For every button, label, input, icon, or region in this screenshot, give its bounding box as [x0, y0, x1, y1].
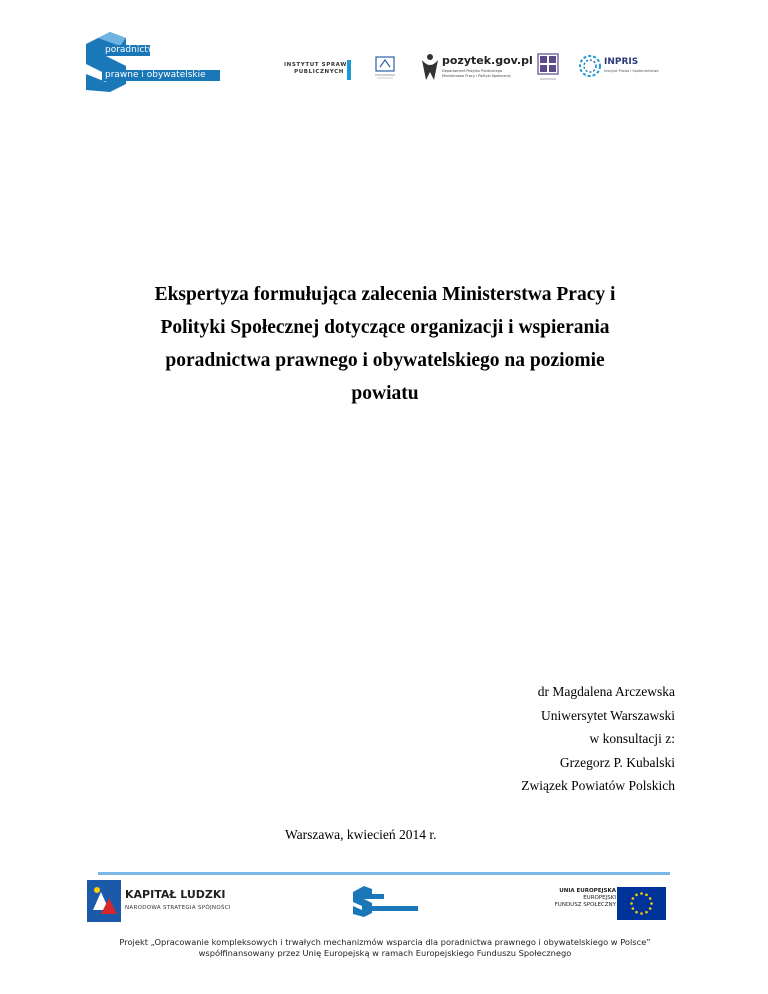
eu-line1: UNIA EUROPEJSKA — [559, 888, 616, 894]
eu-star — [635, 894, 638, 897]
person-icon — [420, 52, 440, 82]
author-block — [460, 680, 675, 798]
kapital-ludzki-emblem-icon — [87, 880, 121, 922]
consultant-affiliation: Związek Powiatów Polskich — [521, 778, 675, 793]
pozytek-sub2: Ministerstwo Pracy i Polityki Społecznej — [442, 74, 511, 78]
eu-star — [632, 907, 635, 910]
kapital-ludzki-name: KAPITAŁ LUDZKI — [125, 888, 226, 901]
isp-line2: PUBLICZNYCH — [294, 69, 344, 75]
isp-line1: INSTYTUT SPRAW — [284, 62, 347, 68]
document-title — [90, 278, 680, 410]
eu-star — [645, 911, 648, 914]
eu-text — [536, 888, 616, 909]
project-line: Projekt „Opracowanie kompleksowych i trwałych mechanizmów wsparcia dla poradnictwa prawnego i obywatelskiego w Polsce” — [119, 937, 651, 947]
eu-star — [649, 897, 652, 900]
pozytek-sub1: Departament Pożytku Publicznego — [442, 69, 503, 73]
eu-star — [650, 902, 653, 905]
pozytek-logo — [420, 52, 533, 86]
eu-flag-icon — [617, 887, 666, 920]
eu-star — [640, 892, 643, 895]
title-line: Polityki Społecznej dotyczące organizacji i wspierania — [160, 317, 610, 338]
s-emblem-icon — [80, 30, 150, 94]
title-line: powiatu — [351, 383, 419, 404]
place-date: Warszawa, kwiecień 2014 r. — [285, 827, 437, 842]
title-line: poradnictwa prawnego i obywatelskiego na poziomie — [165, 350, 605, 371]
consultation-label: w konsultacji z: — [589, 731, 675, 746]
inpris-logo — [578, 54, 668, 82]
consultant-name: Grzegorz P. Kubalski — [559, 754, 675, 770]
poradnictwo-small-logo — [350, 885, 420, 918]
eu-star — [630, 902, 633, 905]
kapital-ludzki-sub: NARODOWA STRATEGIA SPÓJNOŚCI — [125, 905, 231, 911]
eu-star — [640, 912, 643, 915]
logo-text-line1: poradnictwo — [105, 45, 161, 55]
logo-text-line2: prawne i obywatelskie — [105, 70, 206, 80]
poradnictwo-logo — [80, 30, 220, 94]
isp-logo — [284, 60, 354, 82]
eu-star — [632, 897, 635, 900]
title-line: Ekspertyza formułująca zalecenia Ministerstwa Pracy i — [154, 284, 616, 305]
eu-star — [649, 907, 652, 910]
eu-star — [635, 911, 638, 914]
eu-line2: EUROPEJSKI — [583, 895, 616, 901]
isp-bar — [347, 60, 351, 80]
author-name: dr Magdalena Arczewska — [537, 684, 675, 699]
eu-line3: FUNDUSZ SPOŁECZNY — [554, 902, 616, 908]
pozytek-name: pozytek.gov.pl — [442, 54, 533, 67]
inpris-sub: Instytut Prawa i Społeczeństwa — [604, 69, 659, 73]
ministry-emblem-icon — [373, 55, 397, 81]
author-affiliation: Uniwersytet Warszawski — [540, 707, 675, 723]
inpris-swirl-icon — [578, 54, 602, 78]
eu-star — [645, 894, 648, 897]
grid-emblem-icon — [537, 53, 559, 83]
project-note — [90, 937, 680, 959]
footer-divider — [98, 872, 670, 875]
kapital-ludzki-logo — [87, 880, 277, 925]
project-line: współfinansowany przez Unię Europejską w ramach Europejskiego Funduszu Społecznego — [198, 948, 572, 958]
inpris-name: INPRIS — [604, 57, 639, 67]
